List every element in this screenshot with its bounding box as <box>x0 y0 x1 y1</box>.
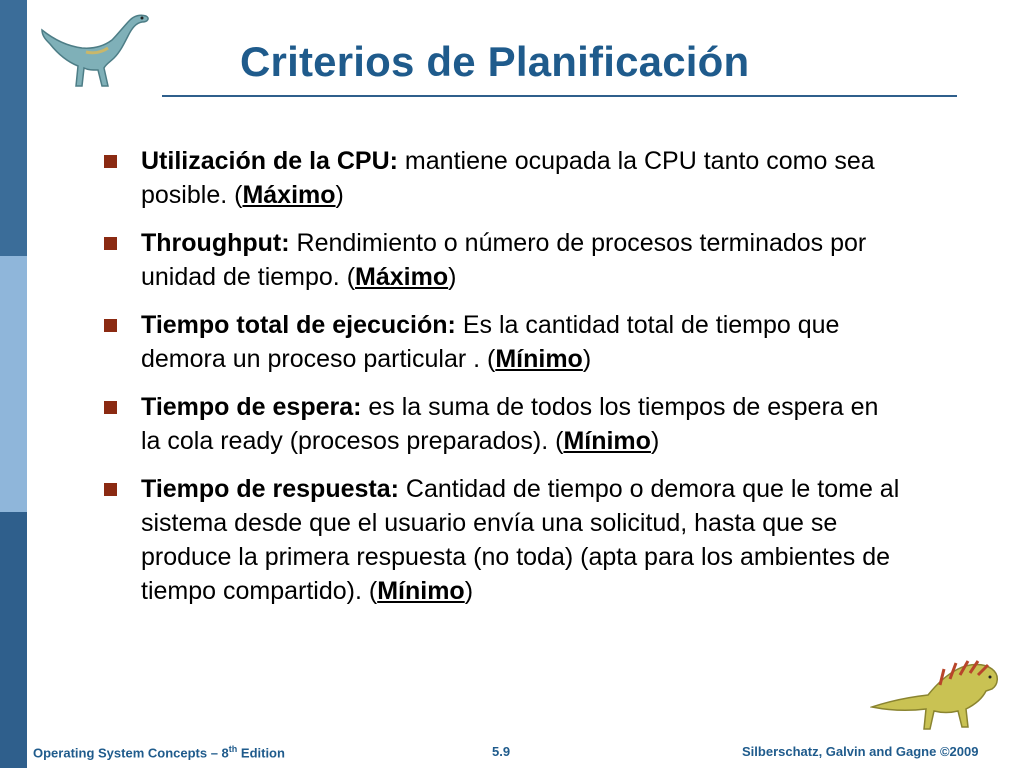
square-bullet-icon <box>104 483 117 496</box>
slide-title: Criterios de Planificación <box>240 38 750 85</box>
bullet-close: ) <box>582 345 592 373</box>
list-item <box>104 226 904 294</box>
dinosaur-icon <box>870 655 1020 735</box>
square-bullet-icon <box>104 237 117 250</box>
footer-book-prefix: Operating System Concepts – 8 <box>33 745 229 761</box>
bullet-text: Es la cantidad total de tiempo que demora un proceso particular . ( <box>141 311 840 373</box>
bullet-term: Throughput: <box>141 229 290 257</box>
bullet-text: Rendimiento o número de procesos terminados por unidad de tiempo. ( <box>141 229 867 291</box>
side-bar <box>0 0 27 768</box>
bullet-term: Utilización de la CPU: <box>141 147 398 175</box>
bullet-text: Cantidad de tiempo o demora que le tome al sistema desde que el usuario envía una solicitud, hasta que se produce la primera respuesta (no toda) (apta para los ambientes de tiempo compartido). ( <box>141 475 900 605</box>
dinosaur-icon <box>38 8 158 94</box>
side-bar-top-segment <box>0 0 27 256</box>
bullet-criterion: Máximo <box>355 263 449 291</box>
square-bullet-icon <box>104 155 117 168</box>
bullet-close: ) <box>650 427 660 455</box>
bullet-close: ) <box>335 181 344 209</box>
bullet-criterion: Mínimo <box>563 427 651 455</box>
list-item <box>104 308 904 376</box>
side-bar-middle-segment <box>0 256 27 512</box>
bullet-criterion: Mínimo <box>495 345 583 373</box>
square-bullet-icon <box>104 319 117 332</box>
footer-book-sup: th <box>228 744 238 754</box>
bullet-term: Tiempo total de ejecución: <box>141 311 456 339</box>
list-item <box>104 390 904 458</box>
title-underline-rule <box>162 95 957 97</box>
bullet-close: ) <box>448 263 457 291</box>
list-item <box>104 472 904 608</box>
bullet-text: es la suma de todos los tiempos de espera en la cola ready (procesos preparados). ( <box>141 393 879 455</box>
bullet-term: Tiempo de respuesta: <box>141 475 399 503</box>
square-bullet-icon <box>104 401 117 414</box>
footer-authors: Silberschatz, Galvin and Gagne ©2009 <box>742 744 979 759</box>
footer-slide-number: 5.9 <box>492 744 511 759</box>
bullet-list <box>104 144 904 622</box>
bullet-close: ) <box>464 577 474 605</box>
bullet-criterion: Máximo <box>242 181 336 209</box>
list-item <box>104 144 904 212</box>
footer-book-title <box>33 744 285 760</box>
side-bar-bottom-segment <box>0 512 27 768</box>
bullet-text: mantiene ocupada la CPU tanto como sea posible. ( <box>141 147 875 209</box>
bullet-term: Tiempo de espera: <box>141 393 362 421</box>
footer-book-suffix: Edition <box>237 745 285 761</box>
bullet-criterion: Mínimo <box>377 577 465 605</box>
